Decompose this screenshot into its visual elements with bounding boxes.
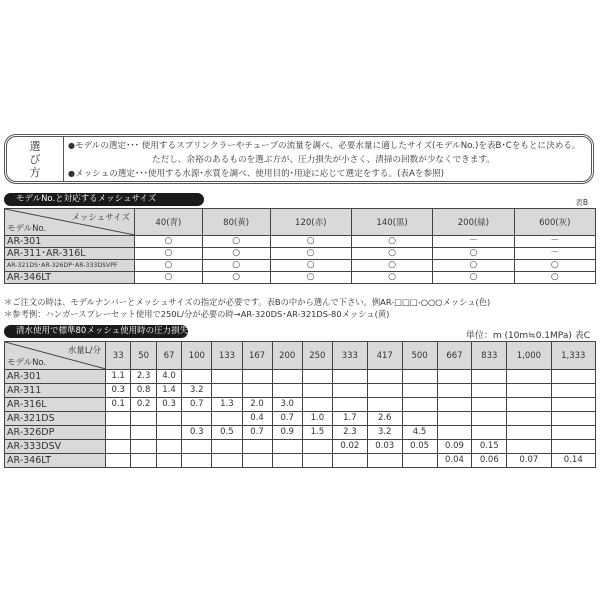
column-header: 167	[242, 342, 272, 370]
table-header-row	[5, 209, 596, 236]
column-header: 33	[106, 342, 131, 370]
corner-top-label: 水量L/分	[67, 346, 101, 356]
pressure-loss-cell: 4.0	[156, 370, 181, 384]
table-row	[5, 248, 596, 260]
label-char: 方	[29, 165, 41, 179]
pressure-loss-cell: 0.7	[182, 398, 212, 412]
pressure-loss-cell: 0.3	[156, 398, 181, 412]
pressure-loss-cell	[156, 426, 181, 440]
pressure-loss-cell: 0.1	[106, 398, 131, 412]
model-cell: AR-321DS･AR-326DP･AR-333DSVPF	[5, 260, 135, 272]
pressure-loss-cell	[106, 454, 131, 468]
pressure-loss-cell	[332, 398, 367, 412]
column-header: 140(黒)	[351, 209, 432, 236]
bullet-icon: ●	[68, 169, 75, 178]
pressure-loss-cell	[156, 440, 181, 454]
column-header: 417	[367, 342, 402, 370]
pressure-loss-cell: 0.15	[472, 440, 507, 454]
model-selection-note: ただし、余裕のあるものを選ぶ方が、圧力損失が小さく、清掃の回数が少なくできます。	[152, 155, 495, 165]
mesh-cell: －	[433, 236, 514, 248]
mesh-cell: ○	[351, 260, 432, 272]
mesh-cell: ○	[433, 260, 514, 272]
pressure-loss-cell: 0.7	[272, 412, 302, 426]
pressure-loss-cell	[507, 398, 551, 412]
mesh-cell: ○	[202, 248, 270, 260]
table-b-tag: 表B	[575, 198, 588, 207]
mesh-size-table	[4, 208, 596, 284]
model-selection-text: モデルの選定･･･ 使用するスプリンクラーやチューブの流量を調べ、必要水量に適したサイズ(モデルNo.)を表B･Cをもとに決める。	[74, 141, 581, 151]
pressure-loss-cell	[212, 440, 242, 454]
pressure-loss-cell: 0.07	[507, 454, 551, 468]
pressure-loss-cell: 0.7	[242, 426, 272, 440]
table-row	[5, 426, 596, 440]
pressure-loss-cell	[472, 370, 507, 384]
pressure-loss-cell	[106, 412, 131, 426]
pressure-loss-cell: 0.06	[472, 454, 507, 468]
pressure-loss-cell	[437, 370, 472, 384]
corner-header	[5, 209, 135, 236]
mesh-cell: ○	[514, 272, 595, 284]
model-cell: AR-333DSV	[5, 440, 106, 454]
mesh-cell: －	[514, 236, 595, 248]
pressure-loss-cell: 0.05	[402, 440, 437, 454]
column-header: 67	[156, 342, 181, 370]
pressure-loss-cell: 2.3	[131, 370, 156, 384]
pressure-loss-cell: 0.5	[212, 426, 242, 440]
pressure-loss-cell	[182, 440, 212, 454]
pressure-loss-cell	[212, 454, 242, 468]
pressure-loss-cell: 2.6	[367, 412, 402, 426]
pressure-loss-cell	[551, 384, 595, 398]
column-header: 80(黄)	[202, 209, 270, 236]
pressure-loss-cell	[272, 454, 302, 468]
pressure-loss-cell	[182, 454, 212, 468]
column-header: 1,000	[507, 342, 551, 370]
pressure-loss-cell	[507, 426, 551, 440]
pressure-loss-cell	[182, 412, 212, 426]
pressure-loss-cell	[437, 426, 472, 440]
pressure-loss-cell	[212, 384, 242, 398]
table-b-title: モデルNo.と対応するメッシュサイズ	[4, 193, 204, 206]
pressure-loss-cell	[302, 370, 332, 384]
column-header: 333	[332, 342, 367, 370]
pressure-loss-cell: 0.03	[367, 440, 402, 454]
pressure-loss-cell	[332, 454, 367, 468]
pressure-loss-table	[4, 341, 596, 468]
pressure-loss-cell	[472, 426, 507, 440]
column-header: 120(赤)	[270, 209, 351, 236]
pressure-loss-cell	[156, 412, 181, 426]
pressure-loss-cell	[302, 384, 332, 398]
model-cell: AR-321DS	[5, 412, 106, 426]
mesh-cell: －	[514, 248, 595, 260]
model-cell: AR-301	[5, 236, 135, 248]
pressure-loss-cell	[242, 454, 272, 468]
pressure-loss-cell	[242, 440, 272, 454]
pressure-loss-cell	[106, 440, 131, 454]
pressure-loss-cell	[131, 440, 156, 454]
model-selection-line	[68, 139, 587, 153]
pressure-loss-cell	[402, 412, 437, 426]
table-row	[5, 454, 596, 468]
column-header: 133	[212, 342, 242, 370]
pressure-loss-cell	[367, 384, 402, 398]
note-line: ＊ご注文の時は、モデルナンバーとメッシュサイズの指定が必要です。表Bの中から選んで下さい。例AR-□□□-○○○メッシュ(色)	[4, 297, 491, 307]
model-cell: AR-311	[5, 384, 106, 398]
pressure-loss-cell	[302, 454, 332, 468]
pressure-loss-cell: 1.5	[302, 426, 332, 440]
mesh-cell: ○	[433, 272, 514, 284]
pressure-loss-cell	[437, 412, 472, 426]
pressure-loss-cell	[437, 384, 472, 398]
pressure-loss-cell	[551, 426, 595, 440]
pressure-loss-cell: 3.2	[367, 426, 402, 440]
pressure-loss-cell: 0.8	[131, 384, 156, 398]
note-line: ＊参考例：ハンガースプレーセット使用で250L/分が必要の時→AR-320DS･AR-321DS-80メッシュ(黄)	[4, 309, 390, 319]
label-char: び	[29, 152, 41, 166]
pressure-loss-cell: 0.4	[242, 412, 272, 426]
pressure-loss-cell	[402, 398, 437, 412]
pressure-loss-cell: 1.4	[156, 384, 181, 398]
bullet-icon: ●	[68, 141, 75, 150]
selection-method-content	[64, 137, 591, 181]
pressure-loss-cell	[551, 398, 595, 412]
label-char: 選	[29, 139, 41, 153]
mesh-cell: ○	[135, 260, 203, 272]
pressure-loss-cell: 0.04	[437, 454, 472, 468]
mesh-selection-line	[68, 167, 587, 181]
column-header: 200	[272, 342, 302, 370]
mesh-cell: ○	[270, 272, 351, 284]
column-header: 500	[402, 342, 437, 370]
table-row	[5, 236, 596, 248]
column-header: 1,333	[551, 342, 595, 370]
pressure-loss-cell: 3.0	[272, 398, 302, 412]
pressure-loss-cell	[332, 384, 367, 398]
order-notes	[4, 296, 490, 320]
mesh-cell: ○	[270, 236, 351, 248]
mesh-cell: ○	[351, 236, 432, 248]
pressure-loss-cell	[212, 370, 242, 384]
pressure-loss-cell: 2.3	[332, 426, 367, 440]
table-row	[5, 370, 596, 384]
column-header: 600(灰)	[514, 209, 595, 236]
pressure-loss-cell: 4.5	[402, 426, 437, 440]
mesh-cell: ○	[433, 248, 514, 260]
pressure-loss-cell: 0.9	[272, 426, 302, 440]
pressure-loss-cell	[437, 398, 472, 412]
column-header: 250	[302, 342, 332, 370]
pressure-loss-cell	[131, 412, 156, 426]
model-cell: AR-301	[5, 370, 106, 384]
table-c-tag: 単位：m (10m≒0.1MPa) 表C	[465, 331, 590, 341]
pressure-loss-cell: 0.09	[437, 440, 472, 454]
pressure-loss-cell	[302, 440, 332, 454]
corner-top-label: メッシュサイズ	[71, 213, 130, 223]
pressure-loss-cell	[367, 370, 402, 384]
column-header: 833	[472, 342, 507, 370]
pressure-loss-cell: 1.1	[106, 370, 131, 384]
column-header: 200(緑)	[433, 209, 514, 236]
pressure-loss-cell	[472, 398, 507, 412]
pressure-loss-cell: 0.3	[182, 426, 212, 440]
column-header: 100	[182, 342, 212, 370]
pressure-loss-cell	[182, 370, 212, 384]
pressure-loss-cell: 0.2	[131, 398, 156, 412]
pressure-loss-cell	[272, 440, 302, 454]
pressure-loss-cell	[551, 440, 595, 454]
pressure-loss-cell	[507, 440, 551, 454]
table-row	[5, 412, 596, 426]
pressure-loss-cell	[402, 384, 437, 398]
table-row	[5, 440, 596, 454]
table-row	[5, 260, 596, 272]
pressure-loss-cell: 1.3	[212, 398, 242, 412]
corner-bottom-label: モデルNo.	[7, 358, 47, 368]
pressure-loss-cell: 2.0	[242, 398, 272, 412]
model-cell: AR-311･AR-316L	[5, 248, 135, 260]
mesh-cell: ○	[135, 236, 203, 248]
pressure-loss-cell: 1.7	[332, 412, 367, 426]
mesh-cell: ○	[270, 260, 351, 272]
column-header: 40(青)	[135, 209, 203, 236]
pressure-loss-cell: 0.3	[106, 384, 131, 398]
pressure-loss-cell	[131, 454, 156, 468]
pressure-loss-cell	[507, 412, 551, 426]
pressure-loss-cell	[507, 384, 551, 398]
pressure-loss-cell	[402, 454, 437, 468]
mesh-cell: ○	[514, 260, 595, 272]
table-header-row	[5, 342, 596, 370]
pressure-loss-cell	[402, 370, 437, 384]
model-cell: AR-346LT	[5, 272, 135, 284]
table-c-title: 清水使用で標準80メッシュ使用時の圧力損失表	[4, 325, 188, 338]
corner-bottom-label: モデルNo.	[7, 224, 47, 234]
pressure-loss-cell	[242, 384, 272, 398]
selection-method-label	[7, 137, 64, 181]
pressure-loss-cell	[242, 370, 272, 384]
pressure-loss-cell	[212, 412, 242, 426]
pressure-loss-cell	[472, 384, 507, 398]
model-cell: AR-326DP	[5, 426, 106, 440]
column-header: 50	[131, 342, 156, 370]
pressure-loss-cell: 1.0	[302, 412, 332, 426]
mesh-cell: ○	[351, 272, 432, 284]
pressure-loss-cell	[156, 454, 181, 468]
table-row	[5, 384, 596, 398]
table-row	[5, 272, 596, 284]
mesh-cell: ○	[135, 272, 203, 284]
pressure-loss-cell: 3.2	[182, 384, 212, 398]
table-row	[5, 398, 596, 412]
mesh-cell: ○	[202, 236, 270, 248]
pressure-loss-cell	[472, 412, 507, 426]
pressure-loss-cell	[272, 370, 302, 384]
selection-method-box	[4, 134, 594, 184]
mesh-cell: ○	[351, 248, 432, 260]
pressure-loss-cell	[106, 426, 131, 440]
corner-header	[5, 342, 106, 370]
mesh-cell: ○	[270, 248, 351, 260]
mesh-cell: ○	[202, 260, 270, 272]
mesh-cell: ○	[135, 248, 203, 260]
mesh-selection-text: メッシュの選定･･･使用する水源･水質を調べ、使用目的･用途に応じて選定をする。(表Aを参照)	[74, 169, 445, 179]
pressure-loss-cell: 0.14	[551, 454, 595, 468]
pressure-loss-cell	[507, 370, 551, 384]
pressure-loss-cell	[272, 384, 302, 398]
pressure-loss-cell	[332, 370, 367, 384]
pressure-loss-cell	[367, 398, 402, 412]
pressure-loss-cell	[551, 412, 595, 426]
column-header: 667	[437, 342, 472, 370]
model-cell: AR-316L	[5, 398, 106, 412]
mesh-cell: ○	[202, 272, 270, 284]
pressure-loss-cell: 0.02	[332, 440, 367, 454]
pressure-loss-cell	[131, 426, 156, 440]
model-cell: AR-346LT	[5, 454, 106, 468]
pressure-loss-cell	[551, 370, 595, 384]
pressure-loss-cell	[367, 454, 402, 468]
pressure-loss-cell	[302, 398, 332, 412]
